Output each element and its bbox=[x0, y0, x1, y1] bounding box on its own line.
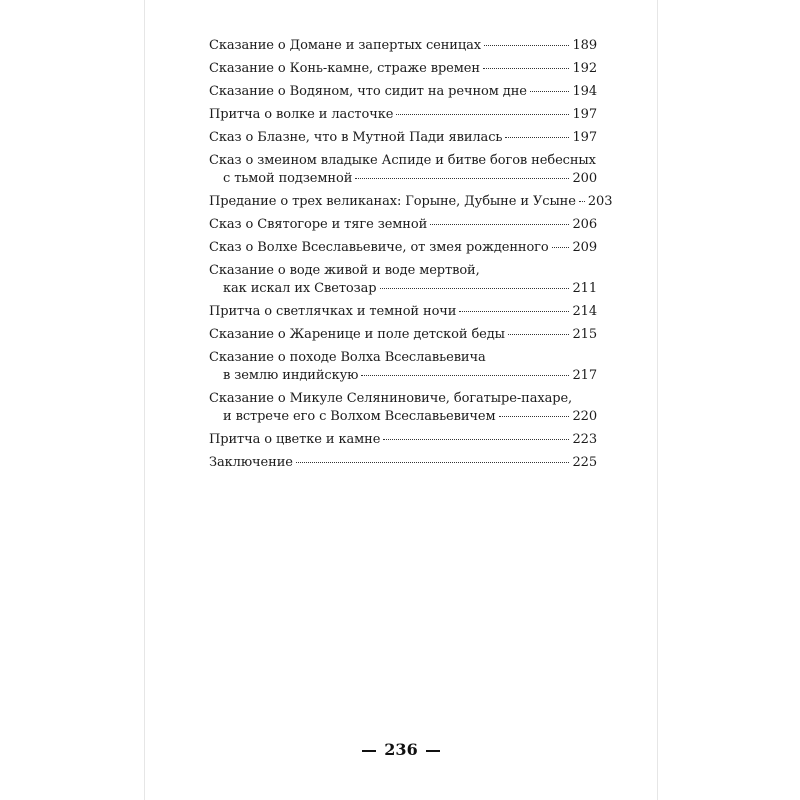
toc-entry-title: Сказание о воде живой и воде мертвой, bbox=[209, 263, 480, 278]
right-background bbox=[658, 0, 800, 800]
toc-entry-continuation-line bbox=[209, 170, 597, 188]
toc-entry-title-line bbox=[209, 431, 597, 449]
toc-entry-title-line bbox=[209, 216, 597, 234]
toc-entry-continuation-line bbox=[209, 367, 597, 385]
toc-entry-page-number: 197 bbox=[572, 130, 597, 145]
left-background bbox=[0, 0, 144, 800]
footer-dash-right bbox=[426, 750, 440, 752]
toc-entry bbox=[209, 326, 597, 349]
toc-entry-continuation-line bbox=[209, 280, 597, 298]
toc-entry bbox=[209, 454, 597, 477]
toc-entry bbox=[209, 83, 597, 106]
toc-entry-title-line bbox=[209, 152, 597, 170]
toc-entry bbox=[209, 106, 597, 129]
page-number: 236 bbox=[384, 740, 418, 759]
toc-entry-title: с тьмой подземной bbox=[223, 171, 353, 186]
dot-leader bbox=[396, 114, 569, 115]
toc-entry-title-line bbox=[209, 60, 597, 78]
toc-entry bbox=[209, 37, 597, 60]
toc-entry-page-number: 223 bbox=[572, 432, 597, 447]
toc-entry bbox=[209, 390, 597, 431]
dot-leader bbox=[459, 311, 569, 312]
dot-leader bbox=[355, 178, 569, 179]
toc-entry bbox=[209, 193, 613, 216]
toc-entry-title: Предание о трех великанах: Горыне, Дубыне и Усыне bbox=[209, 194, 576, 209]
toc-entry-title: и встрече его с Волхом Всеславьевичем bbox=[223, 409, 496, 424]
toc-entry-page-number: 189 bbox=[572, 38, 597, 53]
toc-entry bbox=[209, 60, 597, 83]
dot-leader bbox=[508, 334, 570, 335]
dot-leader bbox=[430, 224, 569, 225]
toc-entry-page-number: 192 bbox=[572, 61, 597, 76]
toc-entry-page-number: 194 bbox=[572, 84, 597, 99]
dot-leader bbox=[552, 247, 570, 248]
toc-entry-title-line bbox=[209, 390, 597, 408]
dot-leader bbox=[499, 416, 570, 417]
toc-entry-title-line bbox=[209, 193, 613, 211]
toc-entry-page-number: 209 bbox=[572, 240, 597, 255]
book-page bbox=[144, 0, 658, 800]
toc-entry-title: Сказание о Домане и запертых сеницах bbox=[209, 38, 481, 53]
toc-entry-title: Сказание о Микуле Селяниновиче, богатыре-пахаре, bbox=[209, 391, 573, 406]
dot-leader bbox=[579, 201, 585, 202]
dot-leader bbox=[483, 68, 570, 69]
toc-entry-title: Притча о светлячках и темной ночи bbox=[209, 304, 457, 319]
dot-leader bbox=[505, 137, 569, 138]
toc-entry bbox=[209, 431, 597, 454]
toc-entry bbox=[209, 216, 597, 239]
toc-entry-page-number: 215 bbox=[572, 327, 597, 342]
toc-entry-page-number: 220 bbox=[572, 409, 597, 424]
toc-entry-title-line bbox=[209, 326, 597, 344]
toc-entry-title-line bbox=[209, 303, 597, 321]
toc-entry bbox=[209, 239, 597, 262]
dot-leader bbox=[484, 45, 569, 46]
toc-entry bbox=[209, 262, 597, 303]
toc-entry-page-number: 197 bbox=[572, 107, 597, 122]
toc-entry-page-number: 200 bbox=[572, 171, 597, 186]
toc-entry-title: Сказание о походе Волха Всеславьевича bbox=[209, 350, 486, 365]
toc-entry-page-number: 217 bbox=[572, 368, 597, 383]
toc-entry-title-line bbox=[209, 106, 597, 124]
toc-entry-title: Притча о цветке и камне bbox=[209, 432, 381, 447]
toc-entry-title: Сказание о Жаренице и поле детской беды bbox=[209, 327, 505, 342]
toc-entry-title: Сказание о Конь-камне, страже времен bbox=[209, 61, 480, 76]
table-of-contents bbox=[209, 37, 613, 477]
toc-entry bbox=[209, 129, 597, 152]
toc-entry-title-line bbox=[209, 349, 597, 367]
toc-entry-title: в землю индийскую bbox=[223, 368, 359, 383]
dot-leader bbox=[361, 375, 569, 376]
toc-entry-title-line bbox=[209, 454, 597, 472]
toc-entry-title: Сказание о Водяном, что сидит на речном дне bbox=[209, 84, 527, 99]
toc-entry bbox=[209, 152, 597, 193]
toc-entry-page-number: 211 bbox=[572, 281, 597, 296]
dot-leader bbox=[296, 462, 570, 463]
toc-entry-title: Заключение bbox=[209, 455, 293, 470]
toc-entry-title: Сказ о Блазне, что в Мутной Пади явилась bbox=[209, 130, 503, 145]
toc-entry-title: как искал их Светозар bbox=[223, 281, 377, 296]
toc-entry-title-line bbox=[209, 37, 597, 55]
dot-leader bbox=[383, 439, 569, 440]
toc-entry-page-number: 206 bbox=[572, 217, 597, 232]
toc-entry-title: Сказ о Святогоре и тяге земной bbox=[209, 217, 428, 232]
toc-entry-page-number: 225 bbox=[572, 455, 597, 470]
toc-entry-title-line bbox=[209, 83, 597, 101]
toc-entry bbox=[209, 303, 597, 326]
footer-dash-left bbox=[362, 750, 376, 752]
dot-leader bbox=[530, 91, 570, 92]
toc-entry-title: Сказ о Волхе Всеславьевиче, от змея рожденного bbox=[209, 240, 549, 255]
toc-entry-title: Притча о волке и ласточке bbox=[209, 107, 394, 122]
toc-entry-title-line bbox=[209, 239, 597, 257]
toc-entry-page-number: 214 bbox=[572, 304, 597, 319]
toc-entry-title-line bbox=[209, 262, 597, 280]
toc-entry-page-number: 203 bbox=[587, 194, 613, 209]
dot-leader bbox=[380, 288, 570, 289]
toc-entry-title: Сказ о змеином владыке Аспиде и битве богов небесных bbox=[209, 153, 596, 168]
page-footer bbox=[145, 740, 657, 759]
toc-entry-title-line bbox=[209, 129, 597, 147]
toc-entry bbox=[209, 349, 597, 390]
toc-entry-continuation-line bbox=[209, 408, 597, 426]
